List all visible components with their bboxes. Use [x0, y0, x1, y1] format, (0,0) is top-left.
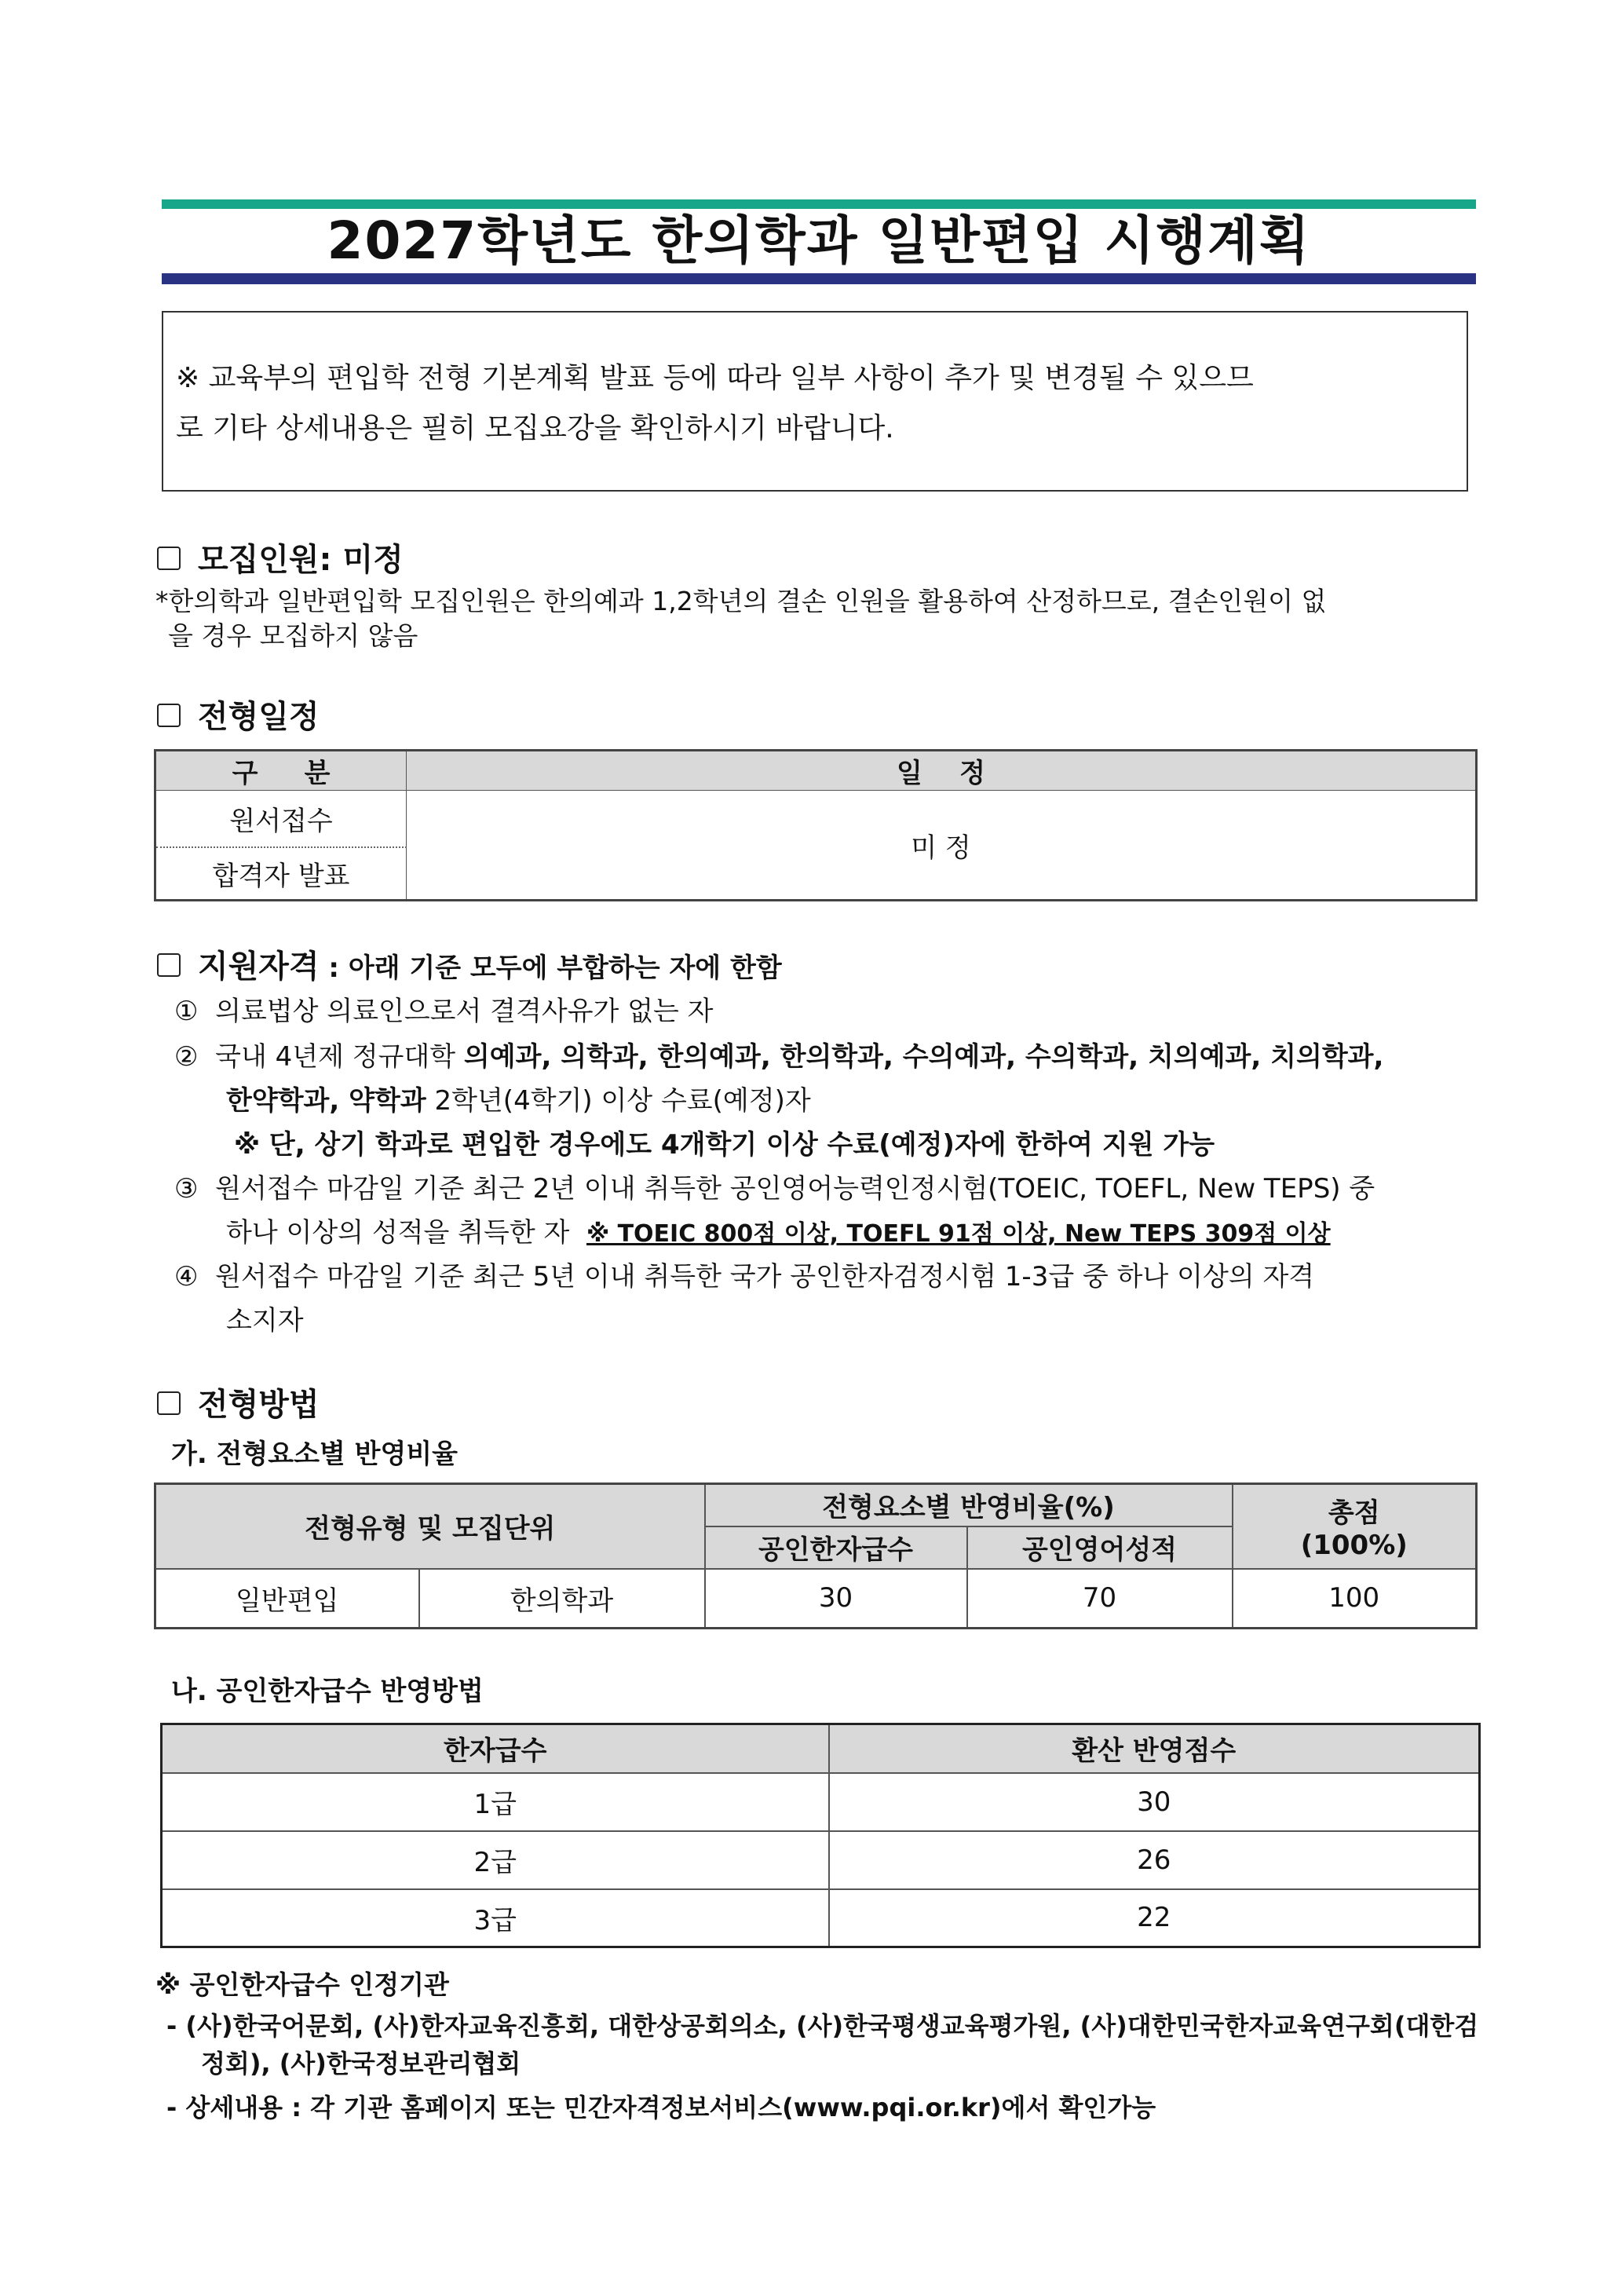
item-text: 국내 4년제 정규대학	[215, 1041, 464, 1073]
recruit-note-2: 을 경우 모집하지 않음	[168, 620, 418, 651]
table-row-score: 26	[829, 1831, 1480, 1889]
method-heading: 전형방법	[198, 1387, 320, 1423]
eligibility-item-2	[174, 1035, 1383, 1079]
ratio-col-total-1: 총점	[1328, 1497, 1380, 1530]
item-number: ①	[174, 996, 199, 1027]
ratio-cell-unit: 한의학과	[419, 1569, 705, 1629]
eligibility-item-4	[174, 1255, 1314, 1299]
ratio-table	[154, 1483, 1478, 1629]
item-text: 의료법상 의료인으로서 결격사유가 없는 자	[215, 996, 714, 1027]
checkbox-square-icon	[157, 704, 181, 727]
item-text: 하나 이상의 성적을 취득한 자	[226, 1217, 586, 1249]
table-row-grade: 3급	[162, 1889, 829, 1947]
item-text-bold: 의예과, 의학과, 한의예과, 한의학과, 수의예과, 수의학과, 치의예과, 치의학과,	[463, 1041, 1384, 1073]
eligibility-heading-sub: : 아래 기준 모두에 부합하는 자에 한함	[319, 952, 782, 984]
footer-line-1: - (사)한국어문회, (사)한자교육진흥회, 대한상공회의소, (사)한국평생교육평가원, (사)대한민국한자교육연구회(대한검	[166, 2011, 1479, 2041]
eligibility-item-4-cont: 소지자	[226, 1305, 304, 1336]
schedule-row-application: 원서접수	[155, 791, 407, 847]
schedule-col-category: 구 분	[155, 751, 407, 791]
item-text: 원서접수 마감일 기준 최근 2년 이내 취득한 공인영어능력인정시험(TOEIC, TOEFL, New TEPS) 중	[215, 1173, 1375, 1205]
eligibility-item-3	[174, 1167, 1375, 1211]
hanja-col-score: 환산 반영점수	[829, 1724, 1480, 1773]
recruit-heading: 모집인원: 미정	[198, 542, 404, 578]
eligibility-heading: 지원자격	[198, 949, 320, 985]
item-number: ②	[174, 1041, 199, 1073]
ratio-col-type: 전형유형 및 모집단위	[155, 1484, 705, 1569]
item-text: 원서접수 마감일 기준 최근 5년 이내 취득한 국가 공인한자검정시험 1-3급 중 하나 이상의 자격	[215, 1261, 1315, 1292]
table-row-score: 30	[829, 1773, 1480, 1831]
table-row-grade: 2급	[162, 1831, 829, 1889]
checkbox-square-icon	[157, 547, 181, 570]
table-row-score: 22	[829, 1889, 1480, 1947]
section-recruit	[157, 540, 404, 579]
item-number: ③	[174, 1173, 199, 1205]
hanja-col-grade: 한자급수	[162, 1724, 829, 1773]
notice-line-2: 로 기타 상세내용은 필히 모집요강을 확인하시기 바랍니다.	[176, 412, 894, 444]
eligibility-item-2-cont	[226, 1079, 811, 1123]
ratio-col-total-2: (100%)	[1300, 1530, 1408, 1562]
eligibility-item-3-cont	[226, 1211, 1331, 1256]
page-title: 2027학년도 한의학과 일반편입 시행계획	[327, 210, 1311, 271]
item-text-bold: 한약학과, 약학과	[226, 1085, 426, 1117]
schedule-heading: 전형일정	[198, 699, 320, 735]
notice-line-1: ※ 교육부의 편입학 전형 기본계획 발표 등에 따라 일부 사항이 추가 및 변경될 수 있으므	[176, 362, 1254, 394]
checkbox-square-icon	[157, 1391, 181, 1415]
schedule-row-announcement: 합격자 발표	[155, 847, 407, 901]
ratio-cell-english: 70	[967, 1569, 1233, 1629]
schedule-value: 미 정	[407, 791, 1477, 901]
footer-line-2: 정회), (사)한국정보관리협회	[201, 2049, 521, 2078]
title-bottom-bar	[162, 273, 1476, 284]
method-sub-a: 가. 전형요소별 반영비율	[171, 1439, 458, 1470]
section-eligibility	[157, 947, 782, 988]
schedule-table	[154, 749, 1478, 901]
ratio-cell-type: 일반편입	[155, 1569, 419, 1629]
eligibility-item-1	[174, 989, 714, 1033]
eligibility-item-2-note: ※ 단, 상기 학과로 편입한 경우에도 4개학기 이상 수료(예정)자에 한하여 지원 가능	[234, 1129, 1215, 1161]
notice-box	[162, 311, 1468, 492]
section-schedule	[157, 697, 320, 737]
footer-heading: ※ 공인한자급수 인정기관	[155, 1969, 449, 2000]
table-row-grade: 1급	[162, 1773, 829, 1831]
schedule-col-date: 일 정	[407, 751, 1477, 791]
ratio-col-hanja: 공인한자급수	[705, 1526, 967, 1569]
ratio-cell-total: 100	[1233, 1569, 1477, 1629]
ratio-cell-hanja: 30	[705, 1569, 967, 1629]
ratio-col-ratio: 전형요소별 반영비율(%)	[705, 1484, 1233, 1526]
method-sub-b: 나. 공인한자급수 반영방법	[171, 1676, 484, 1707]
section-method	[157, 1385, 320, 1424]
footer-line-3: - 상세내용 : 각 기관 홈페이지 또는 민간자격정보서비스(www.pqi.or.kr)에서 확인가능	[166, 2093, 1156, 2122]
title-top-bar	[162, 199, 1476, 209]
ratio-col-english: 공인영어성적	[967, 1526, 1233, 1569]
recruit-note-1: *한의학과 일반편입학 모집인원은 한의예과 1,2학년의 결손 인원을 활용하여 산정하므로, 결손인원이 없	[155, 586, 1327, 616]
checkbox-square-icon	[157, 953, 181, 977]
item-text: 2학년(4학기) 이상 수료(예정)자	[426, 1085, 811, 1117]
hanja-score-table	[160, 1723, 1481, 1948]
ratio-col-total	[1233, 1484, 1477, 1569]
item-text-bold-underlined: ※ TOEIC 800점 이상, TOEFL 91점 이상, New TEPS 309점 이상	[586, 1220, 1331, 1248]
item-number: ④	[174, 1261, 199, 1292]
